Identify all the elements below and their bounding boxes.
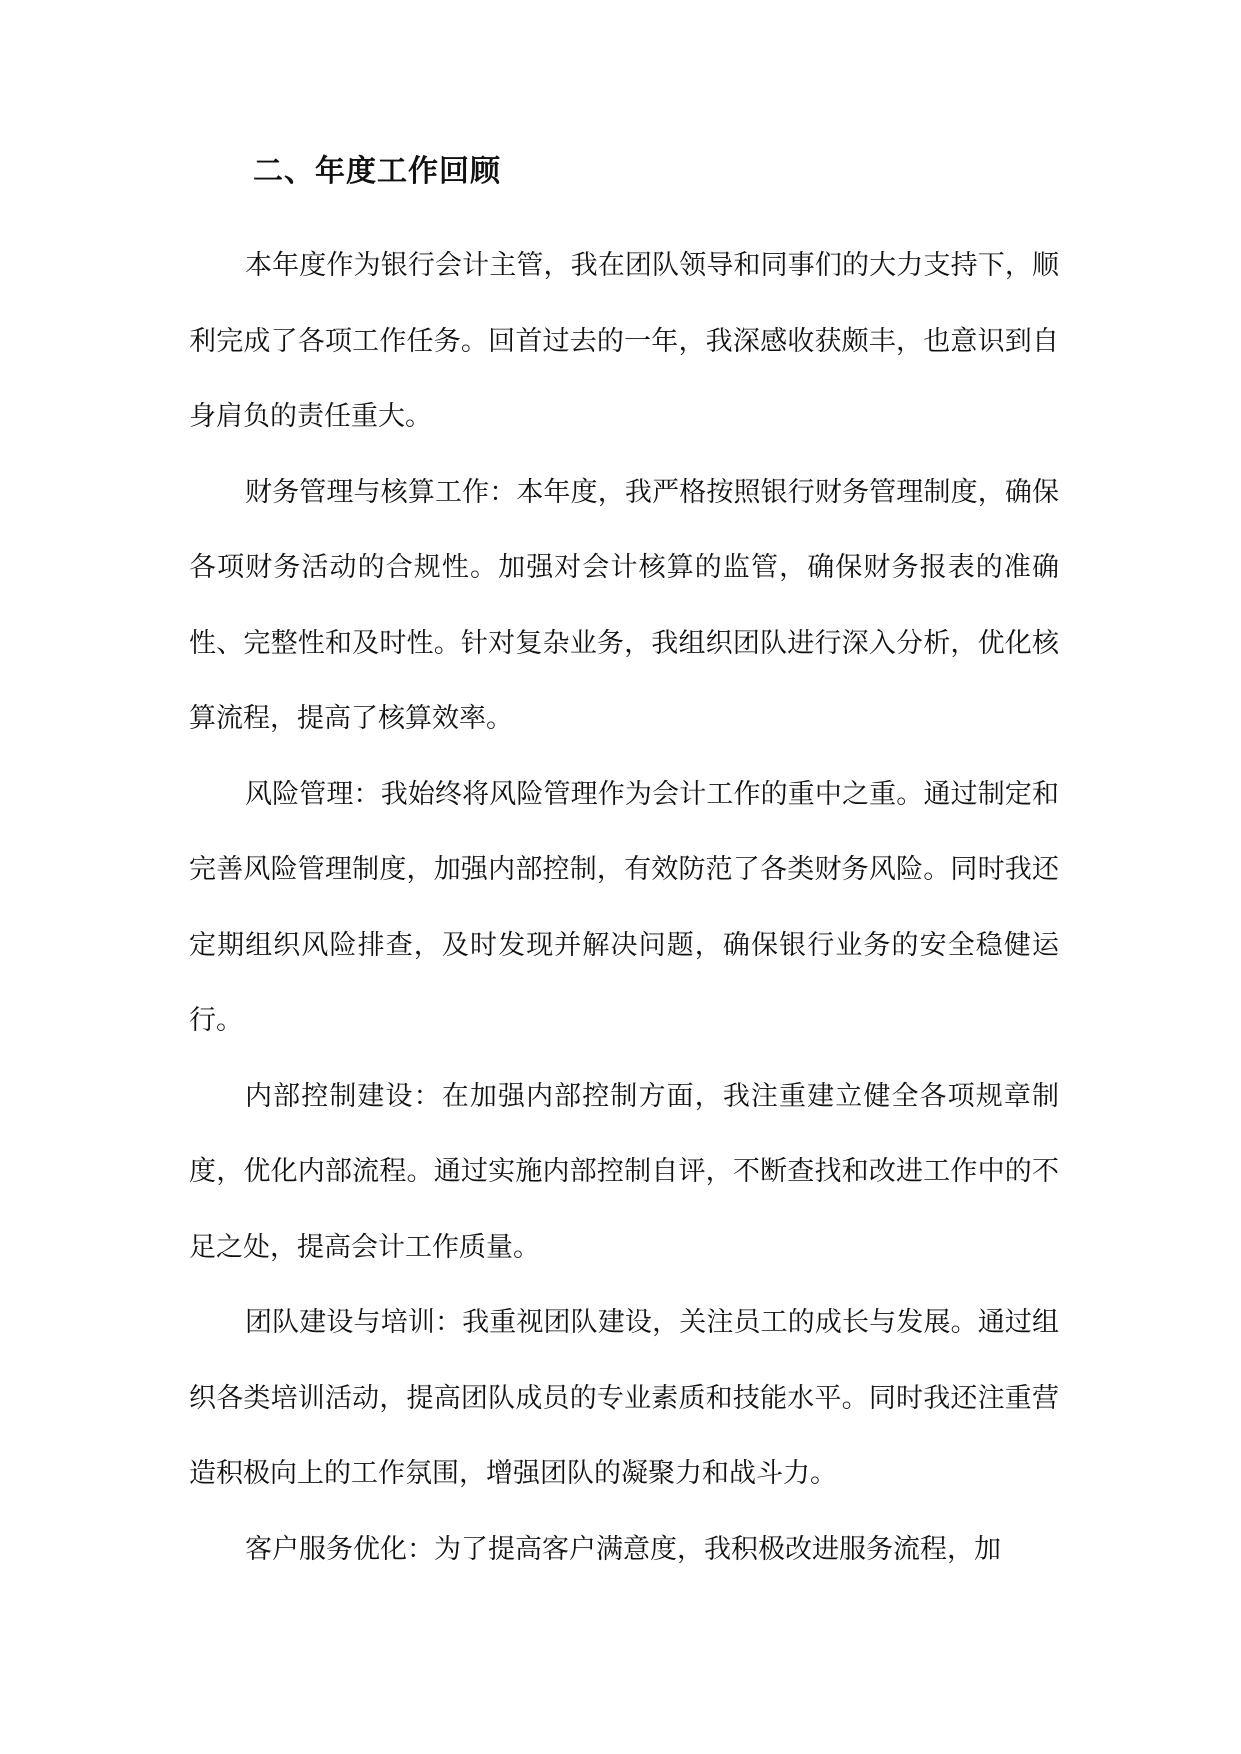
paragraph-team-building: 团队建设与培训：我重视团队建设，关注员工的成长与发展。通过组织各类培训活动，提高团队成员的专业素质和技能水平。同时我还注重营造积极向上的工作氛围，增强团队的凝聚力和战斗力。 <box>189 1307 1059 1489</box>
section-heading: 二、年度工作回顾 <box>253 154 501 189</box>
document-body <box>189 228 1059 1587</box>
paragraph-financial-management: 财务管理与核算工作：本年度，我严格按照银行财务管理制度，确保各项财务活动的合规性。加强对会计核算的监管，确保财务报表的准确性、完整性和及时性。针对复杂业务，我组织团队进行深入分析，优化核算流程，提高了核算效率。 <box>189 476 1059 734</box>
paragraph-review-intro: 本年度作为银行会计主管，我在团队领导和同事们的大力支持下，顺利完成了各项工作任务。回首过去的一年，我深感收获颇丰，也意识到自身肩负的责任重大。 <box>189 250 1059 432</box>
paragraph-risk-management: 风险管理：我始终将风险管理作为会计工作的重中之重。通过制定和完善风险管理制度，加强内部控制，有效防范了各类财务风险。同时我还定期组织风险排查，及时发现并解决问题，确保银行业务的安全稳健运行。 <box>189 778 1059 1036</box>
paragraph-internal-control: 内部控制建设：在加强内部控制方面，我注重建立健全各项规章制度，优化内部流程。通过实施内部控制自评，不断查找和改进工作中的不足之处，提高会计工作质量。 <box>189 1080 1059 1263</box>
paragraph-customer-service: 客户服务优化：为了提高客户满意度，我积极改进服务流程，加 <box>245 1533 1001 1565</box>
